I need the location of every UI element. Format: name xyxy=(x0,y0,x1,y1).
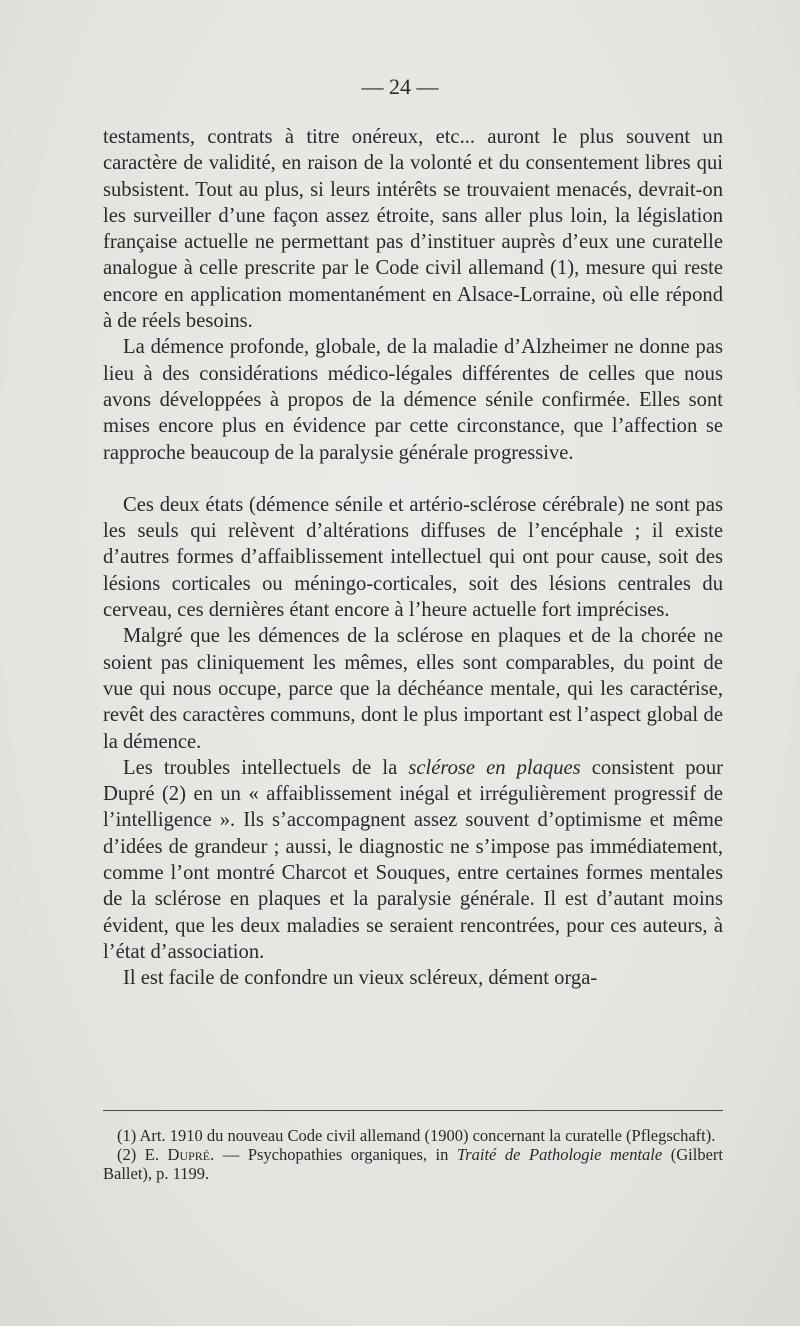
page-number: — 24 — xyxy=(361,74,439,99)
paragraph-with-italic xyxy=(103,755,723,965)
paragraph: Malgré que les démences de la sclérose en plaques et de la chorée ne soient pas cliniquement les mêmes, elles sont comparables, du point de vue qui nous occupe, parce que la déchéance mentale, qui les caractérise, revêt des caractères communs, dont le plus important est l’aspect global de la démence. xyxy=(103,625,723,753)
italic-term: sclérose en plaques xyxy=(408,756,581,779)
paragraph: Ces deux états (démence sénile et artério-sclérose cérébrale) ne sont pas les seuls qui relèvent d’altérations diffuses de l’encéphale ; il existe d’autres formes d’affaiblissement intellectuel qui ont pour cause, soit des lésions corticales ou méningo-corticales, soit des lésions centrales du cerveau, ces dernières étant encore à l’heure actuelle fort imprécises. xyxy=(103,493,723,622)
footnote-title: Traité de Pathologie mentale xyxy=(456,1145,663,1164)
footnote-text: (2) E. xyxy=(117,1145,168,1164)
paragraph: La démence profonde, globale, de la maladie d’Alzheimer ne donne pas lieu à des considérations médico-légales différentes de celles que nous avons développées à propos de la démence sénile confirmée. Elles sont mises encore plus en évidence par cette circonstance, que l’affection se rapproche beaucoup de la paralysie générale progressive. xyxy=(103,336,723,464)
footnote-author: Dupré xyxy=(167,1145,211,1164)
paragraph: testaments, contrats à titre onéreux, etc... auront le plus souvent un caractère de validité, en raison de la volonté et du consentement libres qui subsistent. Tout au plus, si leurs intérêts se trouvaient menacés, devrait-on les surveiller d’une façon assez étroite, sans aller plus loin, la législation française actuelle ne permettant pas d’instituer auprès d’eux une curatelle analogue à celle prescrite par le Code civil allemand (1), mesure qui reste encore en application momentanément en Alsace-Lorraine, où elle répond à de réels besoins. xyxy=(103,126,723,333)
footnote-divider xyxy=(103,1110,723,1111)
footnote: (1) Art. 1910 du nouveau Code civil allemand (1900) concernant la curatelle (Pflegschaft). xyxy=(117,1126,716,1145)
footnote xyxy=(103,1145,723,1183)
footnote-text: (Gilbert Ballet), p. 1199. xyxy=(103,1145,723,1183)
paragraph: Il est facile de confondre un vieux scléreux, dément orga- xyxy=(123,967,598,990)
footnote-text: . — Psychopathies organiques, in xyxy=(210,1145,457,1164)
footnotes xyxy=(103,1126,723,1183)
body-text xyxy=(103,124,723,992)
paragraph-text: consistent pour Dupré (2) en un « affaiblissement inégal et irrégulièrement progressif de l’intelligence ». Ils s’accompagnent assez souvent d’optimisme et même d’idées de grandeur ; aussi, le diagnostic ne s’impose pas immédiatement, comme l’ont montré Charcot et Souques, entre certaines formes mentales de la sclérose en plaques et la paralysie générale. Il est d’autant moins évident, que les deux maladies se seraient rencontrées, pour ces auteurs, à l’état d’association. xyxy=(103,756,723,963)
paragraph-text: Les troubles intellectuels de la xyxy=(123,756,409,779)
